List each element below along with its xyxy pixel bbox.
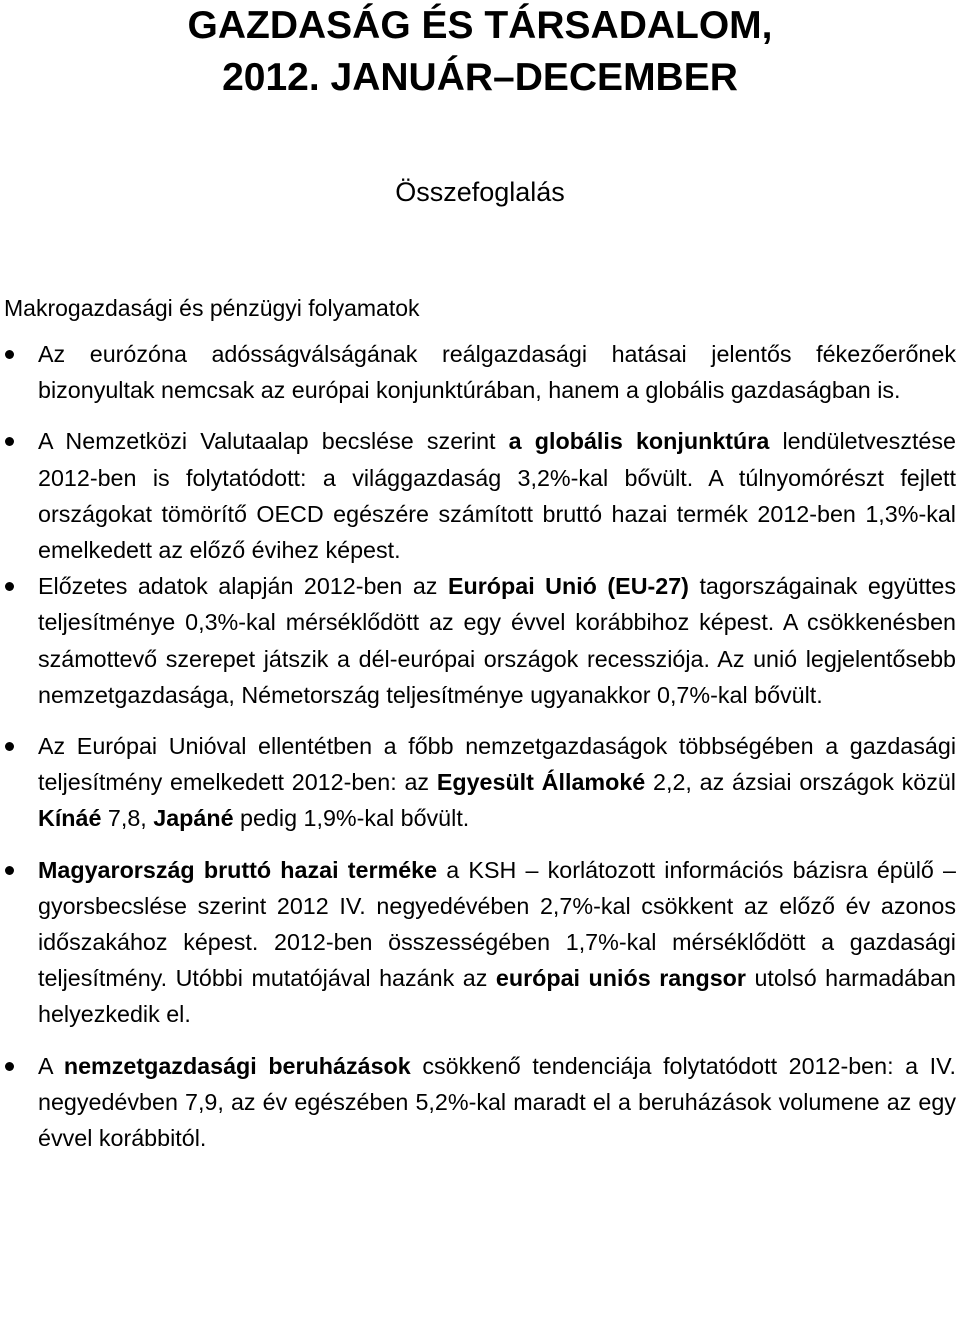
bullet-text: A Nemzetközi Valutaalap becslése szerint — [38, 428, 509, 455]
bullet-text: A — [38, 1052, 64, 1079]
bullet-list — [0, 336, 960, 1156]
bullet-text-bold: a globális konjunktúra — [508, 428, 770, 455]
document-title — [0, 0, 960, 104]
bullet-item — [0, 852, 960, 1033]
bullet-dot-icon — [5, 742, 14, 751]
bullet-text: 2,2, az ázsiai országok közül — [645, 769, 956, 796]
bullet-item — [0, 423, 960, 568]
bullet-text-bold: európai uniós rangsor — [495, 965, 746, 992]
bullet-text: csökkenő tendenciája folytatódott 2012-ben: a IV. negyedévben 7,9, az év egészében 5,2%-kal maradt el a beruházások volumene az egy évvel korábbitól. — [38, 1052, 956, 1152]
bullet-dot-icon — [5, 437, 14, 446]
title-line-2: 2012. JANUÁR–DECEMBER — [222, 56, 738, 99]
bullet-text: Az eurózóna adósságválságának reálgazdasági hatásai jelentős fékezőerőnek bizonyultak nemcsak az európai konjunktúrában, hanem a globális gazdaságban is. — [38, 341, 956, 404]
bullet-text: Az Európai Unióval ellentétben a főbb nemzetgazdaságok többségében a gazdasági teljesítmény emelkedett 2012-ben: az — [38, 733, 956, 796]
bullet-text-bold: Európai Unió (EU-27) — [447, 573, 689, 600]
bullet-item — [0, 568, 960, 713]
bullet-text-bold: Egyesült Államoké — [436, 769, 646, 796]
bullet-text: 7,8, — [101, 805, 154, 832]
bullet-text-bold: nemzetgazdasági beruházások — [63, 1052, 411, 1079]
bullet-text: pedig 1,9%-kal bővült. — [233, 805, 470, 832]
bullet-text: lendületvesztése 2012-ben is folytatódott: a világgazdaság 3,2%-kal bővült. A túlnyomórészt fejlett országokat tömörítő OECD egészére számított bruttó hazai termék 2012-ben 1,3%-kal emelkedett az előző évihez képest. — [38, 428, 956, 564]
bullet-item — [0, 1048, 960, 1157]
bullet-dot-icon — [5, 1062, 14, 1071]
bullet-text: a KSH – korlátozott információs bázisra épülő – gyorsbecslése szerint 2012 IV. negyedévében 2,7%-kal csökkent az előző év azonos időszakához képest. 2012-ben összességében 1,7%-kal mérséklődött a gazdasági teljesítmény. Utóbbi mutatójával hazánk az — [38, 856, 956, 992]
bullet-item — [0, 336, 960, 408]
bullet-dot-icon — [5, 350, 14, 359]
bullet-item — [0, 728, 960, 837]
section-heading: Makrogazdasági és pénzügyi folyamatok — [4, 295, 420, 321]
bullet-dot-icon — [5, 582, 14, 591]
bullet-dot-icon — [5, 866, 14, 875]
bullet-text: utolsó harmadában helyezkedik el. — [38, 965, 956, 1028]
summary-heading: Összefoglalás — [395, 177, 565, 207]
bullet-text-bold: Japáné — [153, 805, 234, 832]
bullet-text: Előzetes adatok alapján 2012-ben az — [38, 573, 448, 600]
bullet-text-bold: Kínáé — [38, 805, 102, 832]
bullet-text: tagországainak együttes teljesítménye 0,3%-kal mérséklődött az egy évvel korábbihoz képest. A csökkenésben számottevő szerepet játszik a dél-európai országok recessziója. Az unió legjelentősebb nemzetgazdasága, Németország teljesítménye ugyanakkor 0,7%-kal bővült. — [38, 573, 956, 708]
title-line-1: GAZDASÁG ÉS TÁRSADALOM, — [187, 4, 773, 47]
bullet-text-bold: Magyarország bruttó hazai terméke — [38, 856, 438, 883]
